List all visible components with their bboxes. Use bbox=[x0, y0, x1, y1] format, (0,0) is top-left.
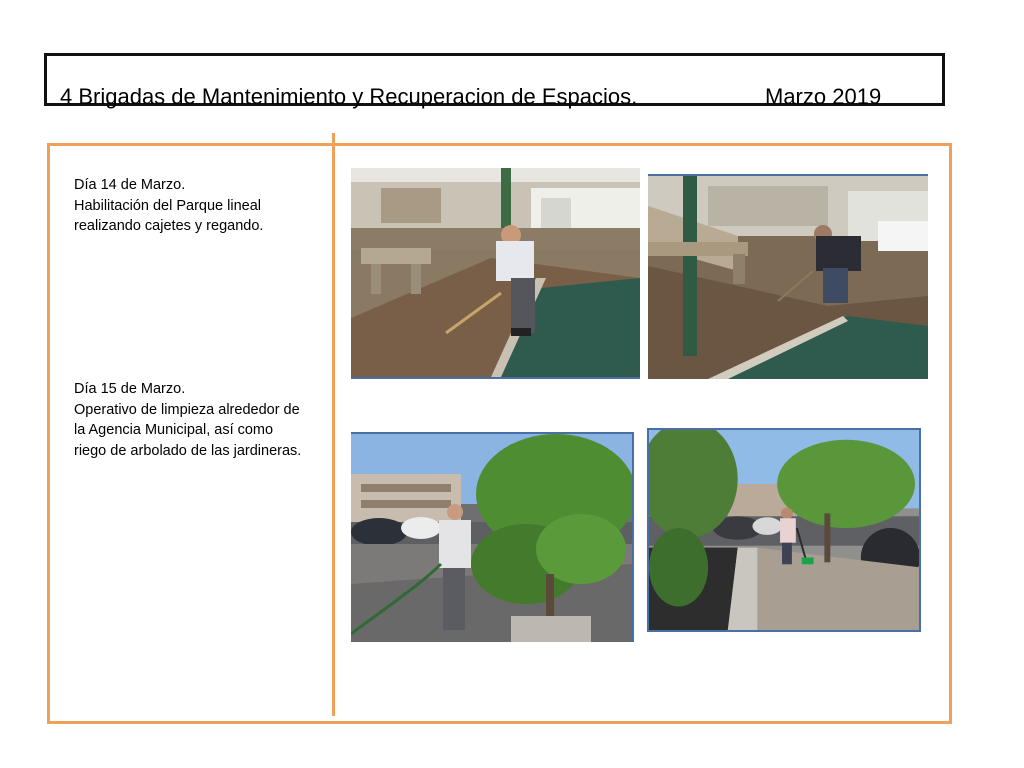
worker-sweeping-sidewalk-photo bbox=[647, 428, 921, 632]
entry-line: la Agencia Municipal, así como bbox=[74, 422, 274, 438]
entry-line: riego de arbolado de las jardineras. bbox=[74, 442, 302, 459]
page-date: Marzo 2019 bbox=[765, 84, 882, 109]
entry-march-15 bbox=[74, 379, 329, 461]
page-title: 4 Brigadas de Mantenimiento y Recuperacion de Espacios. bbox=[60, 84, 638, 109]
entry-line: Habilitación del Parque lineal bbox=[74, 197, 262, 214]
entry-line: Operativo de limpieza alrededor de bbox=[74, 401, 300, 418]
entry-date: Día 14 de Marzo. bbox=[74, 177, 186, 193]
man-watering-tree-photo bbox=[351, 432, 634, 642]
park-worker-raking-photo bbox=[351, 168, 640, 379]
entry-date: Día 15 de Marzo. bbox=[74, 381, 186, 397]
park-worker-digging-photo bbox=[648, 174, 928, 379]
column-divider bbox=[332, 133, 335, 716]
entry-march-14 bbox=[74, 175, 329, 237]
entry-line: realizando cajetes y regando. bbox=[74, 218, 264, 234]
